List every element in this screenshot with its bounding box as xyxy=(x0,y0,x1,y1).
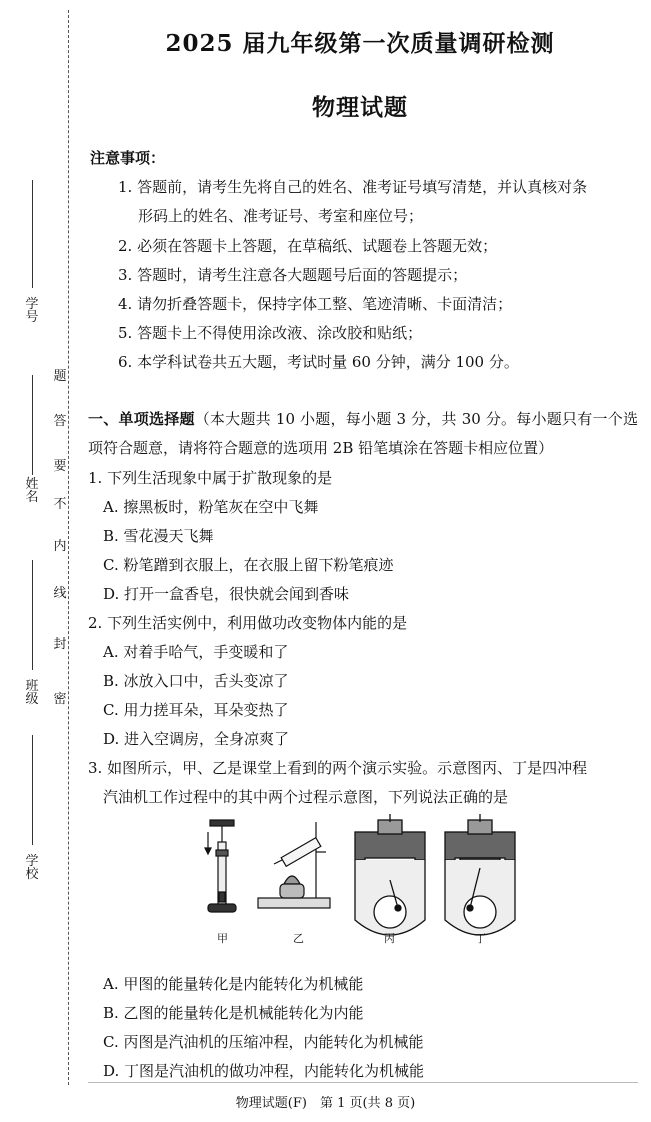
section-desc: （本大题共 10 小题，每小题 3 分，共 30 分。每小题只有一个选项符合题意，请将符合题意的选项用 2B 铅笔填涂在答题卡相应位置） xyxy=(88,410,638,457)
notice-item: 6. 本学科试卷共五大题，考试时量 60 分钟，满分 100 分。 xyxy=(118,353,519,371)
seal-char: 密 xyxy=(53,692,67,707)
binding-dashed-line xyxy=(68,10,69,1085)
section-heading xyxy=(88,405,638,463)
seal-char: 不 xyxy=(53,497,67,512)
question-option: C. 丙图是汽油机的压缩冲程，内能转化为机械能 xyxy=(103,1033,424,1051)
piston-apparatus-diagram xyxy=(205,820,236,912)
engine-power-stroke-diagram xyxy=(445,814,515,935)
figure-label: 丁 xyxy=(475,932,486,945)
question-option: B. 雪花漫天飞舞 xyxy=(103,527,214,545)
notice-item: 2. 必须在答题卡上答题，在草稿纸、试题卷上答题无效； xyxy=(118,237,498,255)
footer-divider xyxy=(88,1082,638,1083)
notice-item: 1. 答题前，请考生先将自己的姓名、准考证号填写清楚，并认真核对条 形码上的姓名、准考证号、考室和座位号； xyxy=(118,178,588,225)
seal-char: 线 xyxy=(53,586,67,601)
exam-subtitle: 物理试题 xyxy=(312,94,408,121)
school-blank xyxy=(32,735,33,845)
question-option: A. 对着手哈气，手变暖和了 xyxy=(103,643,289,661)
question-option: A. 甲图的能量转化是内能转化为机械能 xyxy=(103,975,364,993)
class-blank xyxy=(32,560,33,670)
notice-item: 3. 答题时，请考生注意各大题题号后面的答题提示； xyxy=(118,266,468,284)
student-id-label: 学号 xyxy=(25,297,39,325)
notice-item: 4. 请勿折叠答题卡，保持字体工整、笔迹清晰、卡面清洁； xyxy=(118,295,513,313)
question-stem: 2. 下列生活实例中，利用做功改变物体内能的是 xyxy=(88,614,408,632)
exam-title: 2025 届九年级第一次质量调研检测 xyxy=(165,30,555,57)
student-id-blank xyxy=(32,180,33,288)
question-stem: 汽油机工作过程中的其中两个过程示意图，下列说法正确的是 xyxy=(103,788,509,806)
question-stem: 3. 如图所示，甲、乙是课堂上看到的两个演示实验。示意图丙、丁是四冲程 xyxy=(88,759,588,777)
engine-compression-diagram xyxy=(355,814,425,935)
seal-char: 答 xyxy=(53,414,67,429)
page-footer: 物理试题(F) 第 1 页(共 8 页) xyxy=(235,1096,416,1111)
question-option: C. 粉笔蹭到衣服上，在衣服上留下粉笔痕迹 xyxy=(103,556,394,574)
seal-char: 要 xyxy=(53,459,67,474)
question-option: A. 擦黑板时，粉笔灰在空中飞舞 xyxy=(103,498,319,516)
figure-label: 丙 xyxy=(384,932,395,945)
question-option: C. 用力搓耳朵，耳朵变热了 xyxy=(103,701,289,719)
name-blank xyxy=(32,375,33,475)
question-option: D. 打开一盒香皂，很快就会闻到香味 xyxy=(103,585,350,603)
question-stem: 1. 下列生活现象中属于扩散现象的是 xyxy=(88,469,333,487)
question-option: D. 进入空调房，全身凉爽了 xyxy=(103,730,290,748)
question-option: B. 乙图的能量转化是机械能转化为内能 xyxy=(103,1004,364,1022)
seal-char: 内 xyxy=(53,539,67,554)
notice-item: 5. 答题卡上不得使用涂改液、涂改胶和贴纸； xyxy=(118,324,423,342)
name-label: 姓名 xyxy=(25,477,39,505)
figure-label: 甲 xyxy=(217,932,228,945)
class-label: 班级 xyxy=(25,679,39,707)
seal-char: 封 xyxy=(53,637,67,652)
experiment-figure xyxy=(200,812,520,962)
question-option: D. 丁图是汽油机的做功冲程，内能转化为机械能 xyxy=(103,1062,425,1080)
figure-label: 乙 xyxy=(293,932,304,945)
school-label: 学校 xyxy=(25,854,39,882)
question-option: B. 冰放入口中，舌头变凉了 xyxy=(103,672,289,690)
section-title: 一、单项选择题 xyxy=(88,410,195,428)
test-tube-heating-diagram xyxy=(258,822,330,908)
notice-heading: 注意事项： xyxy=(90,149,166,167)
seal-char: 题 xyxy=(53,369,67,384)
